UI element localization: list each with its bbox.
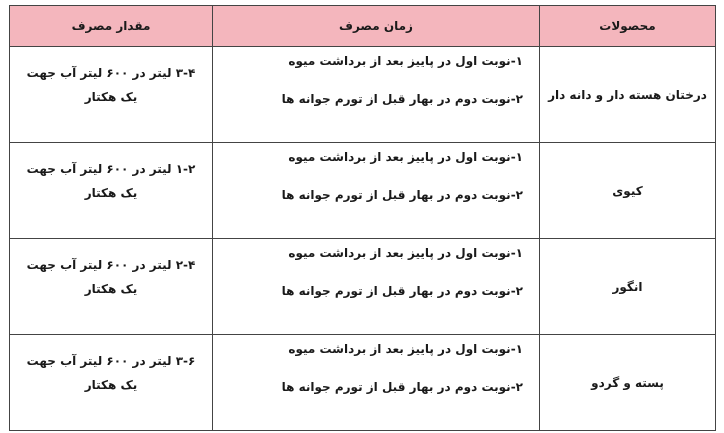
usage-amount-cell: ۱-۲ لیتر در ۶۰۰ لیتر آب جهت یک هکتار — [10, 143, 213, 239]
usage-time-cell — [213, 47, 540, 143]
usage-time-first: ۱-نوبت اول در پاییز بعد از برداشت میوه — [288, 342, 523, 356]
product-cell: انگور — [540, 239, 716, 335]
usage-amount-cell: ۳-۴ لیتر در ۶۰۰ لیتر آب جهت یک هکتار — [10, 47, 213, 143]
usage-table — [9, 5, 716, 431]
usage-time-first: ۱-نوبت اول در پاییز بعد از برداشت میوه — [288, 246, 523, 260]
usage-time-first: ۱-نوبت اول در پاییز بعد از برداشت میوه — [288, 150, 523, 164]
usage-time-second: ۲-نوبت دوم در بهار قبل از تورم جوانه ها — [281, 92, 523, 106]
table-row — [10, 239, 716, 335]
usage-time-cell — [213, 239, 540, 335]
usage-time-cell — [213, 335, 540, 431]
table-row — [10, 335, 716, 431]
header-usage-amount: مقدار مصرف — [10, 6, 213, 47]
usage-time-second: ۲-نوبت دوم در بهار قبل از تورم جوانه ها — [281, 188, 523, 202]
usage-table-container — [9, 5, 715, 431]
table-row — [10, 47, 716, 143]
usage-time-cell — [213, 143, 540, 239]
usage-amount-cell: ۳-۶ لیتر در ۶۰۰ لیتر آب جهت یک هکتار — [10, 335, 213, 431]
header-products: محصولات — [540, 6, 716, 47]
product-cell: پسته و گردو — [540, 335, 716, 431]
product-cell: درختان هسته دار و دانه دار — [540, 47, 716, 143]
table-header-row — [10, 6, 716, 47]
usage-time-second: ۲-نوبت دوم در بهار قبل از تورم جوانه ها — [281, 380, 523, 394]
table-row — [10, 143, 716, 239]
usage-time-second: ۲-نوبت دوم در بهار قبل از تورم جوانه ها — [281, 284, 523, 298]
header-usage-time: زمان مصرف — [213, 6, 540, 47]
usage-amount-cell: ۲-۴ لیتر در ۶۰۰ لیتر آب جهت یک هکتار — [10, 239, 213, 335]
product-cell: کیوی — [540, 143, 716, 239]
usage-time-first: ۱-نوبت اول در پاییز بعد از برداشت میوه — [288, 54, 523, 68]
